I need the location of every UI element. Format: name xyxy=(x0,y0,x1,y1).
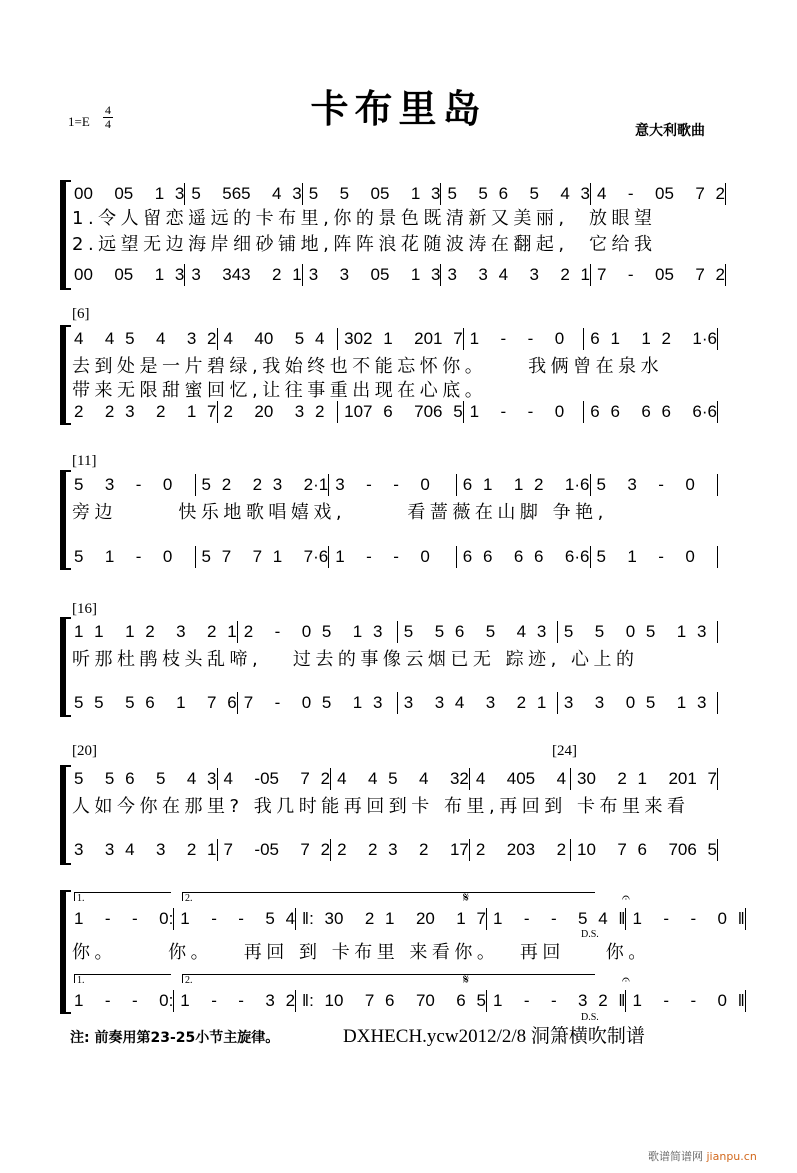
song-title: 卡布里岛 xyxy=(310,87,487,131)
measure: 5 3 - 0 xyxy=(591,474,719,496)
measure: 4 4 5 4 3 2 xyxy=(68,328,218,350)
measure-number: [20] xyxy=(72,743,97,759)
ds-mark: D.S. xyxy=(581,1012,599,1023)
measure: 1 - - 0: xyxy=(68,908,174,930)
time-sig-bottom: 4 xyxy=(105,117,111,131)
volta-1-bracket xyxy=(74,974,171,983)
measure: 3 3 05 1 3 xyxy=(303,264,442,286)
measure: 5 5 0 5 1 3 xyxy=(558,621,718,643)
measure: 3 3 4 3 2 1 xyxy=(398,692,558,714)
harmony-staff xyxy=(68,839,718,861)
ds-mark: D.S. xyxy=(581,929,599,940)
measure: 4 4 5 4 32 xyxy=(331,768,470,790)
lyric-line: 去到处是一片碧绿,我始终也不能忘怀你。 我俩曾在泉水 xyxy=(72,356,664,377)
system-bracket xyxy=(60,470,66,570)
measure: 1 - - 0 ‖ xyxy=(626,908,745,930)
system-bracket xyxy=(60,890,66,1014)
measure-number: [24] xyxy=(552,743,577,759)
melody-staff xyxy=(68,474,718,496)
measure: 2 203 2 xyxy=(470,839,571,861)
composer: 意大利歌曲 xyxy=(635,123,705,139)
fermata-icon: 𝄐 xyxy=(622,891,630,906)
key-signature: 1=E xyxy=(68,114,90,129)
measure: 1 - - 3 2 ‖ xyxy=(487,990,627,1012)
measure: 00 05 1 3 xyxy=(68,183,185,205)
harmony-staff xyxy=(68,264,725,286)
measure: 5 2 2 3 2·1 xyxy=(196,474,330,496)
measure: 5 5 6 5 4 3 xyxy=(441,183,591,205)
measure: 5 5 6 5 4 3 xyxy=(68,768,218,790)
system-bracket xyxy=(60,617,66,717)
measure: 1 - - 5 4 xyxy=(174,908,296,930)
segno-icon: 𝄋 xyxy=(463,973,470,988)
lyric-line: 人如今你在那里? 我几时能再回到卡 布里,再回到 卡布里来看 xyxy=(72,796,690,817)
segno-icon: 𝄋 xyxy=(463,891,470,906)
measure: 3 3 0 5 1 3 xyxy=(558,692,718,714)
measure: 6 1 1 2 1·6 xyxy=(457,474,591,496)
measure: 7 -05 7 2 xyxy=(218,839,332,861)
measure: 6 6 6 6 6·6 xyxy=(457,546,591,568)
harmony-staff xyxy=(68,546,718,568)
time-sig-top: 4 xyxy=(105,103,111,117)
system-bracket xyxy=(60,180,66,290)
measure: 1 - - 0 xyxy=(464,328,585,350)
measure-number: [16] xyxy=(72,601,97,617)
melody-staff xyxy=(68,183,725,205)
measure: 1 - - 3 2 xyxy=(174,990,296,1012)
measure: 5 5 05 1 3 xyxy=(303,183,442,205)
measure: 1 - - 5 4 ‖ xyxy=(487,908,627,930)
measure: 302 1 201 7 xyxy=(338,328,464,350)
measure: 1 - - 0 xyxy=(464,401,585,423)
measure: ‖: 30 2 1 20 1 7 xyxy=(296,908,487,930)
volta-1-label: 1. xyxy=(77,893,85,904)
time-signature xyxy=(103,104,113,131)
measure: 3 3 4 3 2 1 xyxy=(68,839,218,861)
measure: 2 - 0 5 1 3 xyxy=(238,621,398,643)
measure: 4 405 4 xyxy=(470,768,571,790)
measure: 1 1 1 2 3 2 1 xyxy=(68,621,238,643)
measure-number: [11] xyxy=(72,453,97,469)
volta-2-bracket xyxy=(182,892,595,901)
measure: 4 40 5 4 xyxy=(218,328,339,350)
measure-number: [6] xyxy=(72,306,90,322)
system-bracket xyxy=(60,765,66,865)
measure: 00 05 1 3 xyxy=(68,264,185,286)
lyric-line: 旁边 快乐地歌唱嬉戏, 看蔷薇在山脚 争艳, xyxy=(72,502,608,523)
harmony-staff xyxy=(68,692,718,714)
measure: 1 - - 0: xyxy=(68,990,174,1012)
measure: 4 - 05 7 2 xyxy=(591,183,726,205)
measure: ‖: 10 7 6 70 6 5 xyxy=(296,990,487,1012)
measure: 5 5 6 5 4 3 xyxy=(398,621,558,643)
measure: 1 - - 0 xyxy=(329,546,457,568)
harmony-staff xyxy=(68,990,745,1012)
measure: 7 - 05 7 2 xyxy=(591,264,726,286)
measure: 2 2 3 2 17 xyxy=(331,839,470,861)
melody-staff xyxy=(68,768,718,790)
volta-1-bracket xyxy=(74,892,171,901)
measure: 2 20 3 2 xyxy=(218,401,339,423)
measure: 6 6 6 6 6·6 xyxy=(584,401,718,423)
lyric-line: 你。 你。 再回 到 卡布里 来看你。 再回 你。 xyxy=(72,942,651,963)
measure: 6 1 1 2 1·6 xyxy=(584,328,718,350)
system-bracket xyxy=(60,325,66,425)
measure: 5 565 4 3 xyxy=(185,183,302,205)
volta-2-label: 2. xyxy=(185,893,193,904)
watermark-cn: 歌谱简谱网 xyxy=(648,1150,703,1163)
measure: 10 7 6 706 5 xyxy=(571,839,718,861)
measure: 5 1 - 0 xyxy=(68,546,196,568)
measure: 7 - 0 5 1 3 xyxy=(238,692,398,714)
measure: 1 - - 0 ‖ xyxy=(626,990,745,1012)
volta-1-label: 1. xyxy=(77,975,85,986)
measure: 5 7 7 1 7·6 xyxy=(196,546,330,568)
watermark xyxy=(648,1148,757,1164)
fermata-icon: 𝄐 xyxy=(622,973,630,988)
lyric-line: 1.令人留恋遥远的卡布里,你的景色既清新又美丽, 放眼望 xyxy=(72,208,657,229)
harmony-staff xyxy=(68,401,718,423)
measure: 107 6 706 5 xyxy=(338,401,464,423)
measure: 5 1 - 0 xyxy=(591,546,719,568)
measure: 2 2 3 2 1 7 xyxy=(68,401,218,423)
volta-2-bracket xyxy=(182,974,595,983)
credit: DXHECH.ycw2012/2/8 洞箫横吹制谱 xyxy=(343,1026,645,1047)
measure: 4 -05 7 2 xyxy=(218,768,332,790)
lyric-line: 听那杜鹃枝头乱啼, 过去的事像云烟已无 踪迹, 心上的 xyxy=(72,649,639,670)
melody-staff xyxy=(68,621,718,643)
measure: 3 3 4 3 2 1 xyxy=(441,264,591,286)
measure: 30 2 1 201 7 xyxy=(571,768,718,790)
measure: 3 - - 0 xyxy=(329,474,457,496)
measure: 5 3 - 0 xyxy=(68,474,196,496)
measure: 3 343 2 1 xyxy=(185,264,302,286)
lyric-line: 2.远望无边海岸细砂铺地,阵阵浪花随波涛在翻起, 它给我 xyxy=(72,234,657,255)
melody-staff xyxy=(68,908,745,930)
footnote: 注: 前奏用第23-25小节主旋律。 xyxy=(70,1030,280,1046)
watermark-url: jianpu.cn xyxy=(706,1150,757,1163)
measure: 5 5 5 6 1 7 6 xyxy=(68,692,238,714)
volta-2-label: 2. xyxy=(185,975,193,986)
melody-staff xyxy=(68,328,718,350)
lyric-line: 带来无限甜蜜回忆,让往事重出现在心底。 xyxy=(72,380,488,401)
